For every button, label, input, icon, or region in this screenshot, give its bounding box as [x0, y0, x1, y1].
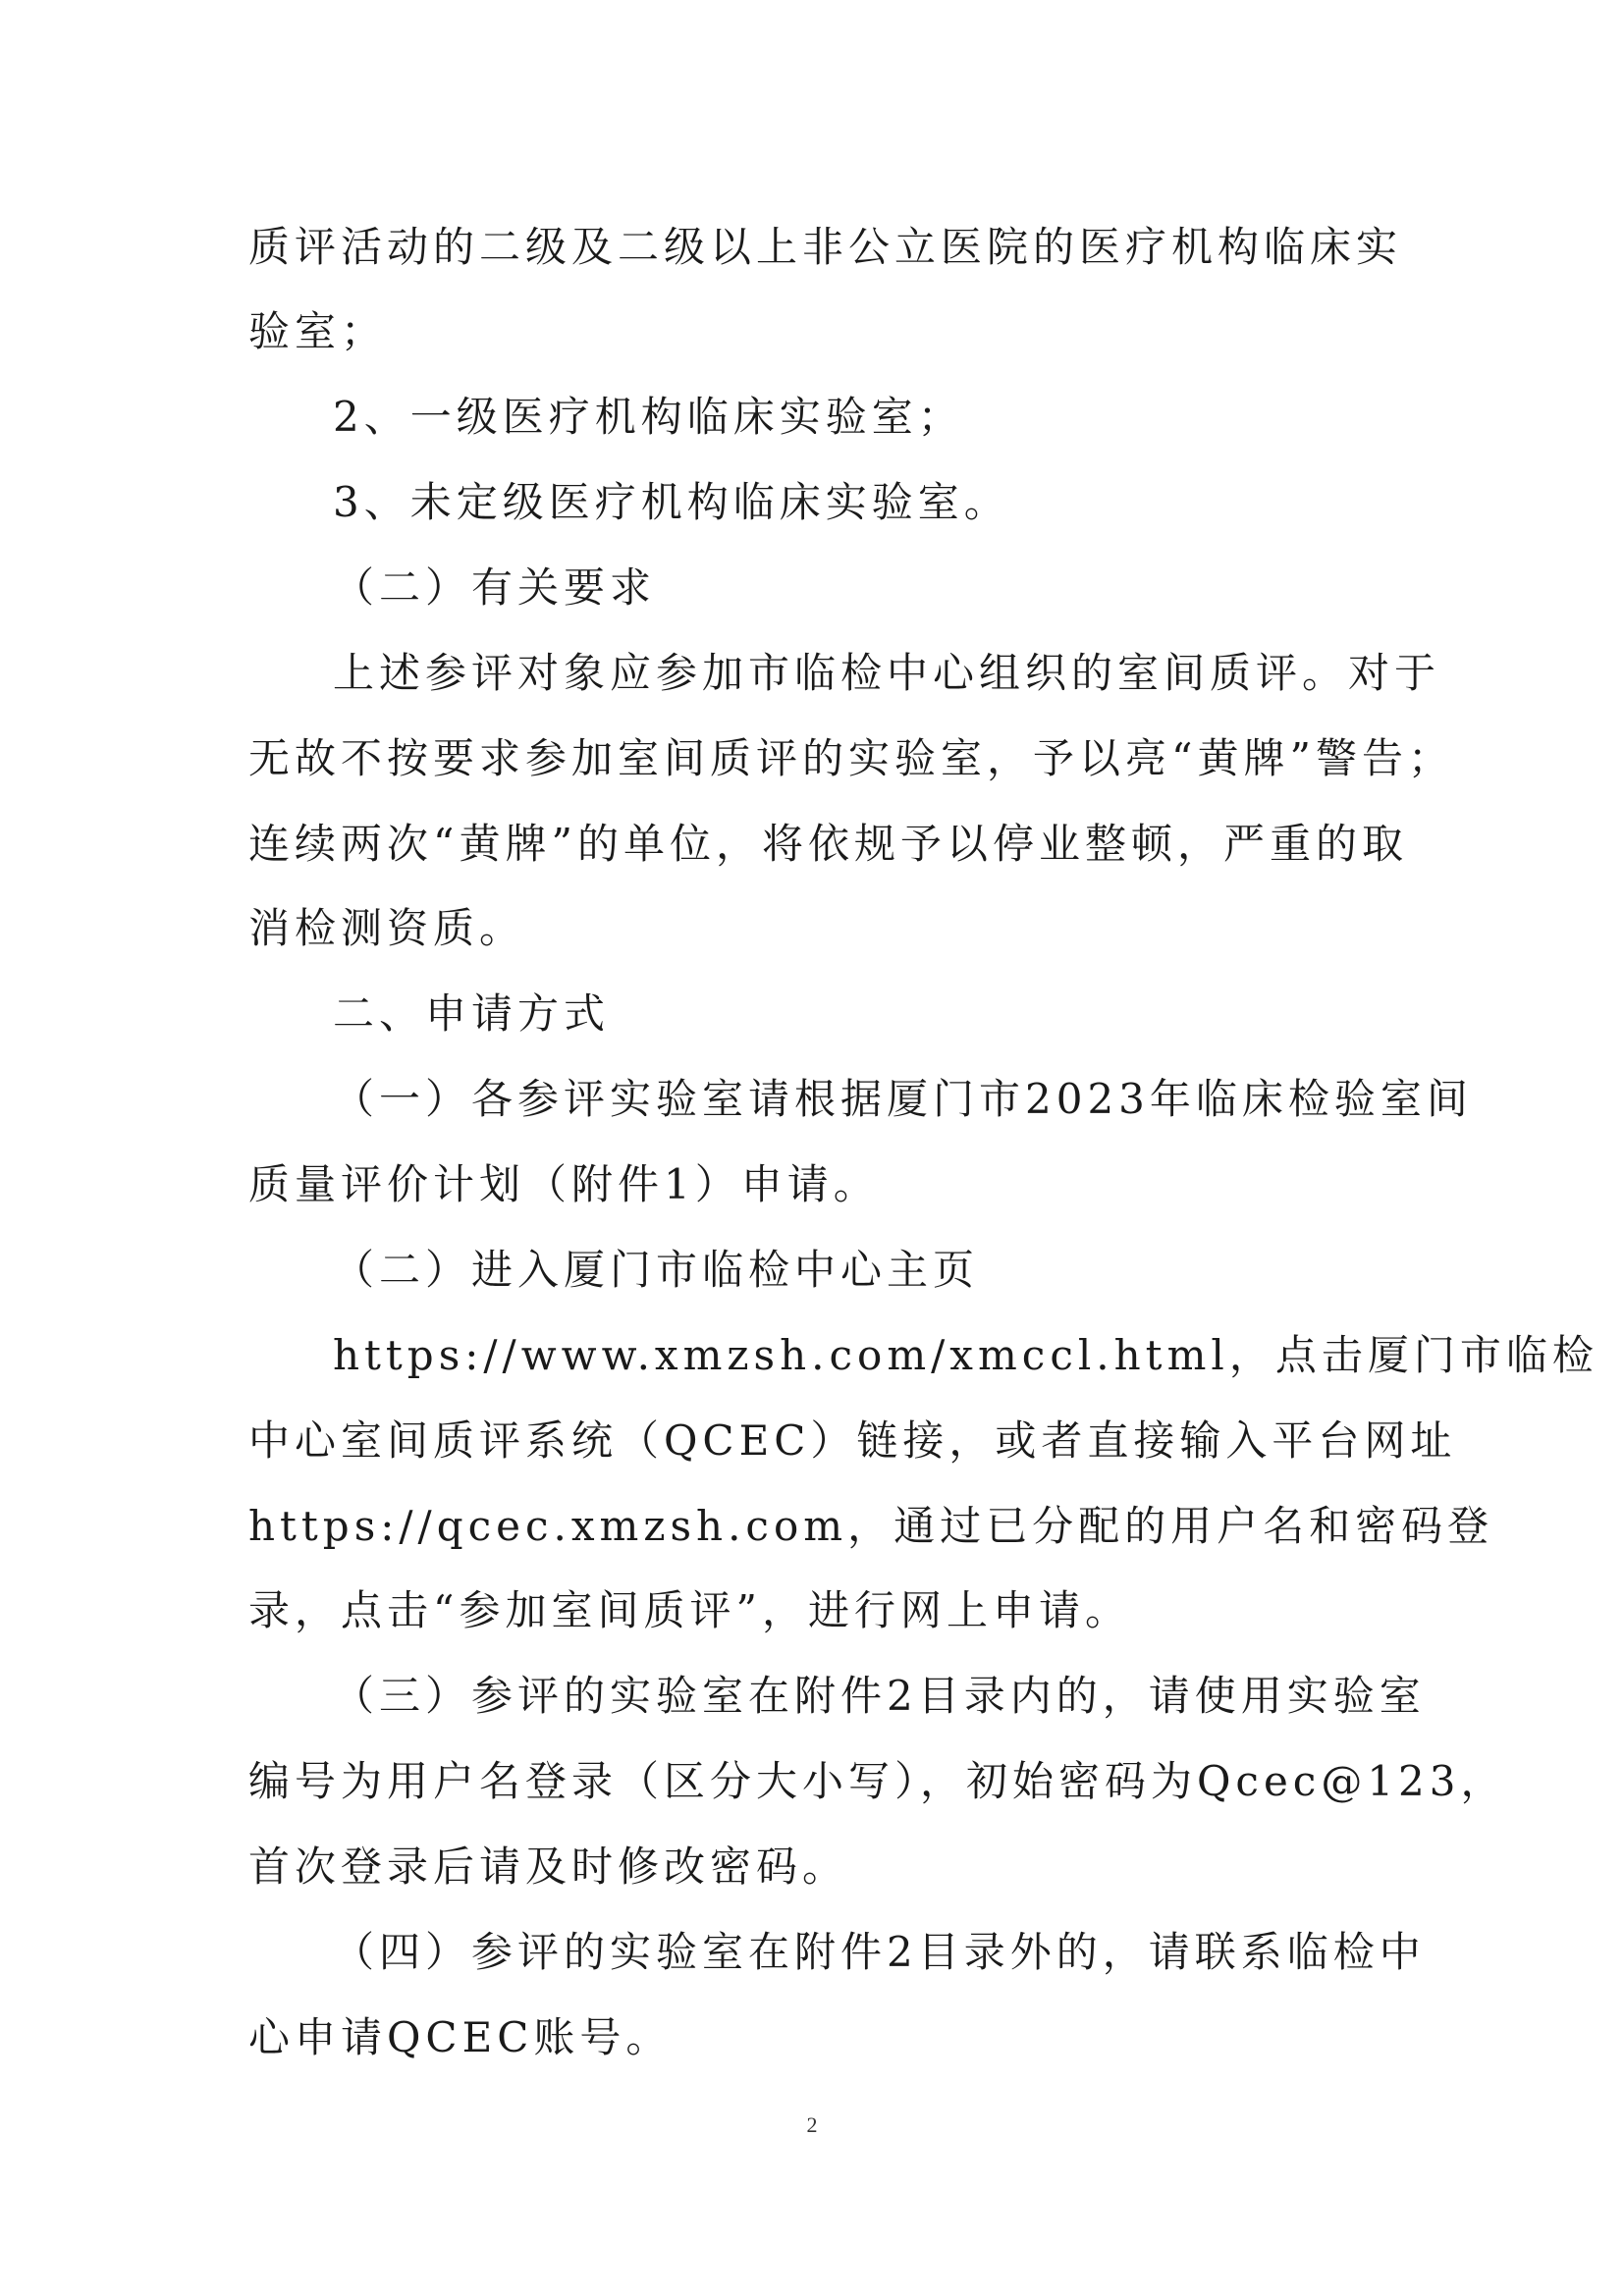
text-line: 首次登录后请及时修改密码。	[248, 1842, 849, 1891]
section-heading: 二、申请方式	[333, 989, 611, 1038]
text-line: 质评活动的二级及二级以上非公立医院的医疗机构临床实	[248, 223, 1403, 271]
text-line: 上述参评对象应参加市临检中心组织的室间质评。对于	[333, 649, 1441, 697]
url-line: https://www.xmzsh.com/xmccl.html，点击厦门市临检	[333, 1331, 1598, 1379]
text-line: 验室；	[248, 307, 388, 355]
text-line: 质量评价计划（附件1）申请。	[248, 1160, 880, 1208]
text-line: （四）参评的实验室在附件2目录外的，请联系临检中	[333, 1928, 1426, 1976]
text-line: 中心室间质评系统（QCEC）链接，或者直接输入平台网址	[248, 1416, 1457, 1465]
text-line: 2、一级医疗机构临床实验室；	[333, 393, 964, 441]
text-line: 连续两次“黄牌”的单位，将依规予以停业整顿，严重的取	[248, 820, 1408, 868]
url-line: https://qcec.xmzsh.com，通过已分配的用户名和密码登	[248, 1502, 1494, 1550]
text-line: 消检测资质。	[248, 904, 526, 952]
text-line: （一）各参评实验室请根据厦门市2023年临床检验室间	[333, 1075, 1473, 1123]
text-line: （二）进入厦门市临检中心主页	[333, 1246, 980, 1294]
text-line: 3、未定级医疗机构临床实验室。	[333, 478, 1010, 526]
section-heading: （二）有关要求	[333, 563, 657, 612]
text-line: 心申请QCEC账号。	[248, 2013, 673, 2061]
text-line: （三）参评的实验室在附件2目录内的，请使用实验室	[333, 1672, 1426, 1720]
text-line: 无故不按要求参加室间质评的实验室，予以亮“黄牌”警告；	[248, 734, 1454, 782]
page-number: 2	[806, 2112, 818, 2137]
text-line: 录，点击“参加室间质评”，进行网上申请。	[248, 1586, 1131, 1634]
text-line: 编号为用户名登录（区分大小写），初始密码为Qcec@123，	[248, 1757, 1507, 1805]
